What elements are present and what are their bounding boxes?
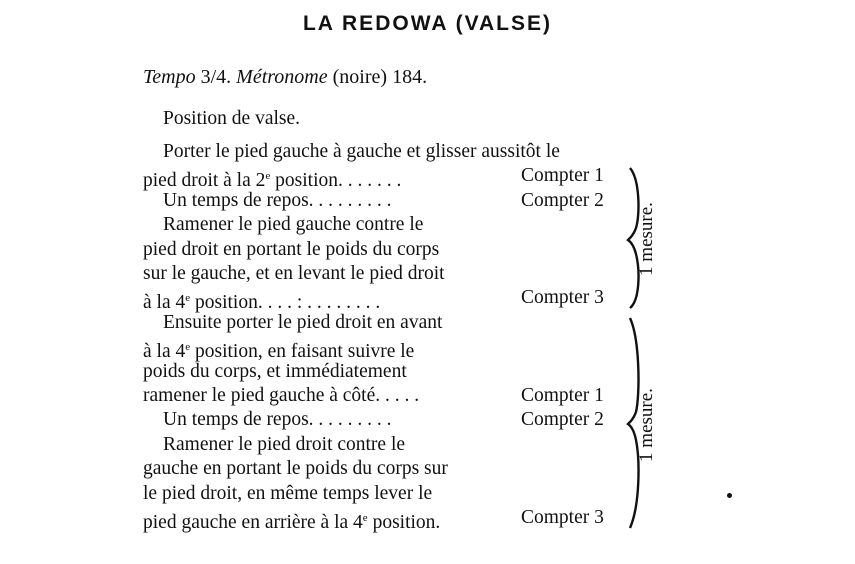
bracket-label-1: 1 mesure. [635,202,657,276]
tempo-bpm: 184. [392,66,428,88]
instruction-line: Ensuite porter le pied droit en avant [163,311,443,333]
count-label: Compter 1 [521,165,604,187]
line-text: pied gauche en arrière à la 4 [143,512,363,533]
instruction-line: ramener le pied gauche à côté. . . . . [143,385,420,406]
ordinal-suffix: e [265,170,271,183]
instruction-line: le pied droit, en même temps lever le [143,482,433,504]
line-text: position. . . . : . . . . . . . . [190,292,381,314]
tempo-metronome: Métronome [236,66,328,88]
tempo-prefix: Tempo [143,66,196,88]
page-title: LA REDOWA (VALSE) [302,12,553,35]
count-label: Compter 2 [521,189,604,211]
line-text: à la 4 [143,292,186,314]
line-text: position. . . . . . . [270,170,402,192]
position-instruction: Position de valse. [163,108,301,129]
ordinal-suffix: e [185,292,191,305]
bracket-label-2: 1 mesure. [635,388,657,462]
instruction-line: pied droit en portant le poids du corps [143,238,440,260]
count-label: Compter 2 [521,409,604,431]
line-text: pied droit à la 2 [143,170,266,192]
stray-dot [727,493,732,498]
instruction-line: gauche en portant le poids du corps sur [143,458,448,480]
instruction-line: Un temps de repos. . . . . . . . . [163,409,392,431]
line-text: position, en faisant suivre le [190,341,415,363]
ordinal-suffix: e [362,512,368,524]
count-label: Compter 1 [521,385,604,406]
ordinal-suffix: e [185,341,191,354]
instruction-line: Ramener le pied droit contre le [163,433,406,455]
line-text: position. [367,512,441,533]
instruction-line: sur le gauche, et en levant le pied droit [143,263,445,284]
instruction-line: poids du corps, et immédiatement [143,360,407,382]
tempo-note: (noire) [332,66,388,88]
tempo-measure: 3/4. [200,66,232,88]
count-label: Compter 3 [521,287,604,309]
count-label: Compter 3 [521,507,604,528]
instruction-line: Porter le pied gauche à gauche et glisser aussitôt le [163,141,560,162]
instruction-line: Ramener le pied gauche contre le [163,214,424,236]
instruction-line: Un temps de repos. . . . . . . . . [163,189,392,211]
line-text: à la 4 [143,341,186,363]
